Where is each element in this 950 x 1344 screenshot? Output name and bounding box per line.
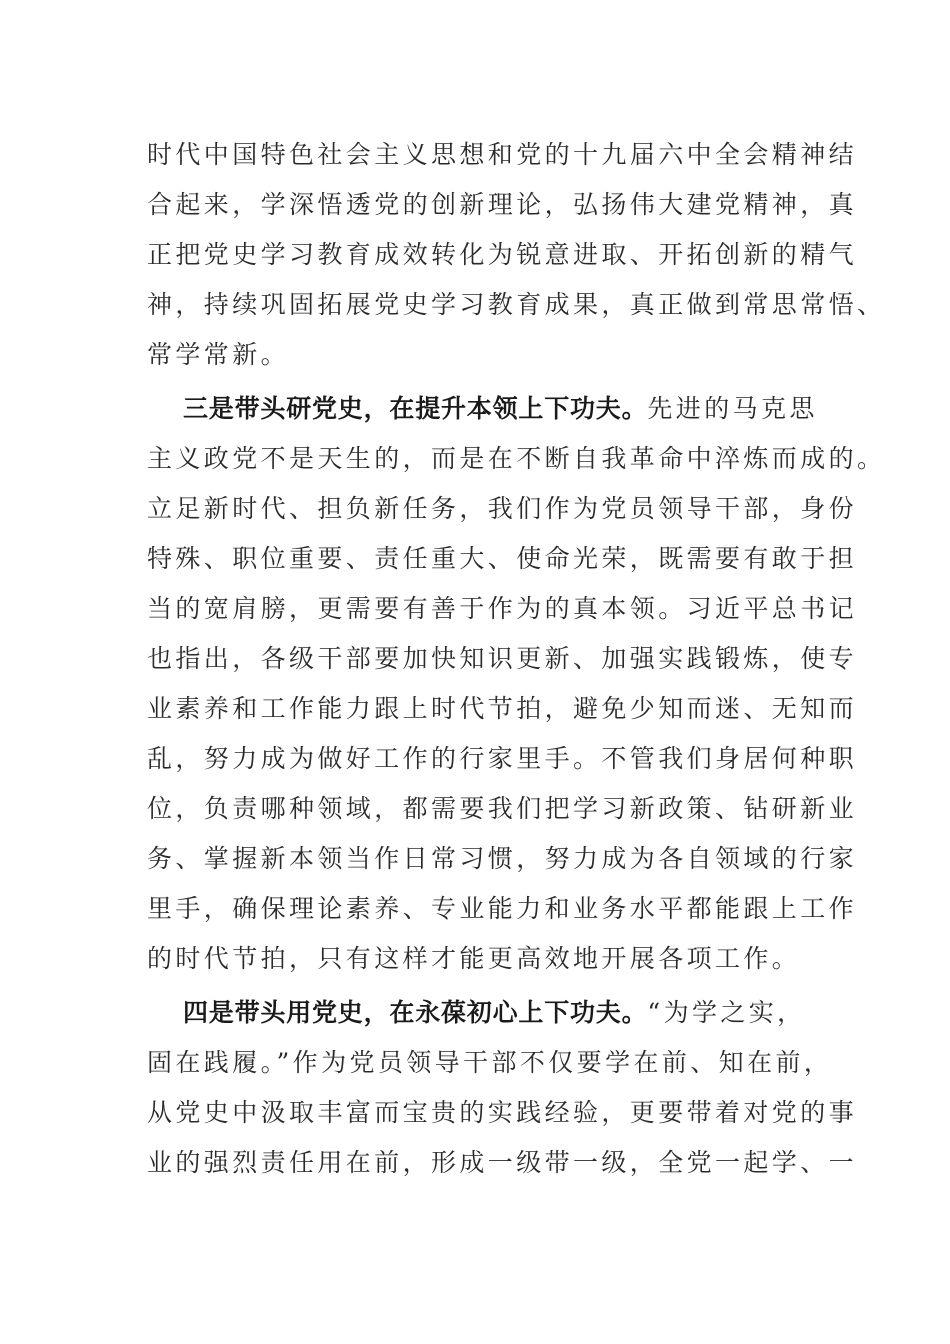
- text-line: [147, 384, 818, 434]
- text-line: 正把党史学习教育成效转化为锐意进取、开拓创新的精气: [147, 240, 858, 269]
- text-line: 主义政党不是天生的，而是在不断自我革命中淬炼而成的。: [147, 444, 886, 473]
- paragraph-point-four: [147, 988, 858, 1188]
- paragraph-heading: 四是带头用党史，在永葆初心上下功夫。: [183, 998, 648, 1027]
- text-line: 从党史中汲取丰富而宝贵的实践经验，更要带着对党的事: [147, 1098, 858, 1127]
- text-line: 时代中国特色社会主义思想和党的十九届六中全会精神结: [147, 140, 858, 169]
- text-line: 的时代节拍，只有这样才能更高效地开展各项工作。: [147, 944, 801, 973]
- document-body: [147, 130, 886, 1188]
- text-line: 当的宽肩膀，更需要有善于作为的真本领。习近平总书记: [147, 594, 858, 623]
- text-line: 位，负责哪种领域，都需要我们把学习新政策、钻研新业: [147, 794, 858, 823]
- text-line: 业的强烈责任用在前，形成一级带一级，全党一起学、一: [147, 1148, 858, 1177]
- text-line: 神，持续巩固拓展党史学习教育成果，真正做到常思常悟、: [147, 290, 886, 319]
- paragraph-heading: 三是带头研党史，在提升本领上下功夫。: [183, 394, 648, 423]
- text-line: 也指出，各级干部要加快知识更新、加强实践锻炼，使专: [147, 644, 858, 673]
- text-line: [147, 988, 807, 1038]
- text-line: 常学常新。: [147, 340, 290, 369]
- text-line: 乱，努力成为做好工作的行家里手。不管我们身居何种职: [147, 744, 858, 773]
- text-line: 里手，确保理论素养、专业能力和业务水平都能跟上工作: [147, 894, 858, 923]
- text-line: 合起来，学深悟透党的创新理论，弘扬伟大建党精神，真: [147, 190, 858, 219]
- text-line: 立足新时代、担负新任务，我们作为党员领导干部，身份: [147, 494, 858, 523]
- heading-followup-text: 先进的马克思: [647, 394, 818, 423]
- text-line: 务、掌握新本领当作日常习惯，努力成为各自领域的行家: [147, 844, 858, 873]
- text-line: 特殊、职位重要、责任重大、使命光荣，既需要有敢于担: [147, 544, 858, 573]
- text-line: 固在践履。”作为党员领导干部不仅要学在前、知在前，: [147, 1048, 833, 1077]
- text-line: 业素养和工作能力跟上时代节拍，避免少知而迷、无知而: [147, 694, 858, 723]
- heading-followup-text: “为学之实，: [647, 998, 806, 1027]
- paragraph-continued: [147, 130, 886, 380]
- paragraph-point-three: [147, 384, 886, 984]
